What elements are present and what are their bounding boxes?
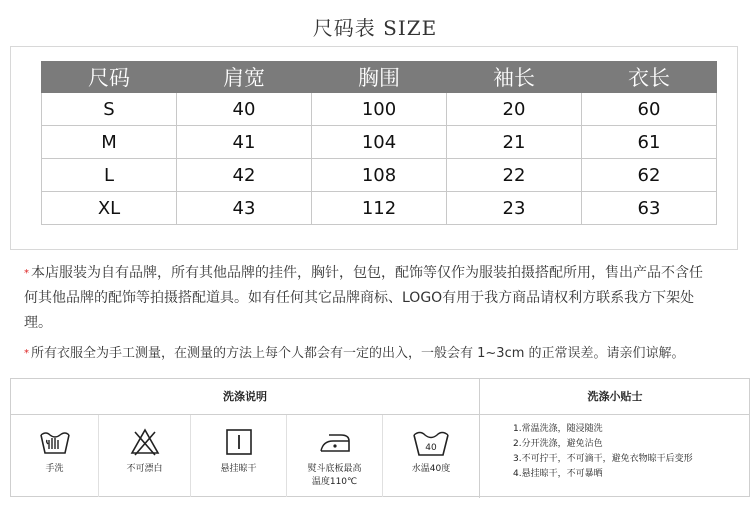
care-tips-list — [513, 422, 693, 482]
page-title: 尺码表 SIZE — [312, 16, 438, 40]
list-item: 4.悬挂晾干，不可暴晒 — [513, 469, 603, 479]
table-cell: 42 — [177, 159, 312, 192]
hang-dry-icon — [224, 427, 254, 457]
table-row — [42, 159, 717, 192]
wash-40-icon — [411, 427, 451, 459]
header-chest: 胸围 — [312, 62, 447, 93]
brand-disclaimer-text: 本店服装为自有品牌，所有其他品牌的挂件，胸针，包包，配饰等仅作为服装拍摄搭配所用，售出产品不含任何其他品牌的配饰等拍摄搭配道具。如有任何其它品牌商标、LOGO有用于我方商品请权利方联系我方下架处理。 — [24, 265, 703, 331]
table-cell: 60 — [582, 93, 717, 126]
care-label: 手洗 — [45, 464, 64, 474]
tips-heading: 洗涤小贴士 — [587, 390, 643, 403]
table-cell: XL — [42, 192, 177, 225]
table-cell: 43 — [177, 192, 312, 225]
care-item-iron — [287, 415, 383, 497]
table-cell: 108 — [312, 159, 447, 192]
measurement-note-text: 所有衣服全为手工测量，在测量的方法上每个人都会有一定的出入，一般会有 1~3cm 的正常误差。请亲们谅解。 — [31, 346, 685, 361]
care-label: 水温40度 — [411, 464, 451, 474]
table-cell: 23 — [447, 192, 582, 225]
table-cell: 100 — [312, 93, 447, 126]
size-table-header-row — [42, 62, 717, 93]
care-label: 熨斗底板最高 温度110℃ — [307, 464, 362, 487]
care-label: 悬挂晾干 — [220, 464, 257, 474]
table-cell: 22 — [447, 159, 582, 192]
table-cell: 40 — [177, 93, 312, 126]
care-item-hang-dry — [191, 415, 287, 497]
brand-disclaimer-note — [24, 261, 714, 336]
list-item: 2.分开洗涤，避免沾色 — [513, 439, 603, 449]
table-cell: 63 — [582, 192, 717, 225]
care-heading: 洗涤说明 — [223, 390, 267, 403]
care-item-wash-40 — [383, 415, 479, 497]
care-label: 不可漂白 — [126, 464, 163, 474]
hand-wash-icon — [38, 427, 72, 457]
table-cell: 41 — [177, 126, 312, 159]
care-item-hand-wash — [11, 415, 99, 497]
table-cell: 112 — [312, 192, 447, 225]
table-cell: 21 — [447, 126, 582, 159]
table-cell: 62 — [582, 159, 717, 192]
table-cell: 104 — [312, 126, 447, 159]
asterisk-mark: * — [24, 348, 29, 359]
table-row — [42, 93, 717, 126]
asterisk-mark: * — [24, 268, 29, 279]
list-item: 3.不可拧干，不可滴干，避免衣物晾干后变形 — [513, 454, 693, 464]
care-item-no-bleach — [99, 415, 191, 497]
table-cell: 20 — [447, 93, 582, 126]
measurement-note — [24, 341, 734, 366]
list-item: 1.常温洗涤，随浸随洗 — [513, 424, 603, 434]
size-table — [41, 61, 717, 225]
table-cell: S — [42, 93, 177, 126]
header-length: 衣长 — [582, 62, 717, 93]
divider — [479, 379, 480, 498]
table-row — [42, 126, 717, 159]
iron-icon — [317, 427, 353, 457]
table-cell: M — [42, 126, 177, 159]
header-shoulder: 肩宽 — [177, 62, 312, 93]
wash-temp-text: 40 — [425, 443, 437, 453]
table-cell: L — [42, 159, 177, 192]
header-size: 尺码 — [42, 62, 177, 93]
care-instructions-panel — [10, 378, 750, 497]
table-cell: 61 — [582, 126, 717, 159]
header-sleeve: 袖长 — [447, 62, 582, 93]
no-bleach-icon — [130, 427, 160, 457]
table-row — [42, 192, 717, 225]
